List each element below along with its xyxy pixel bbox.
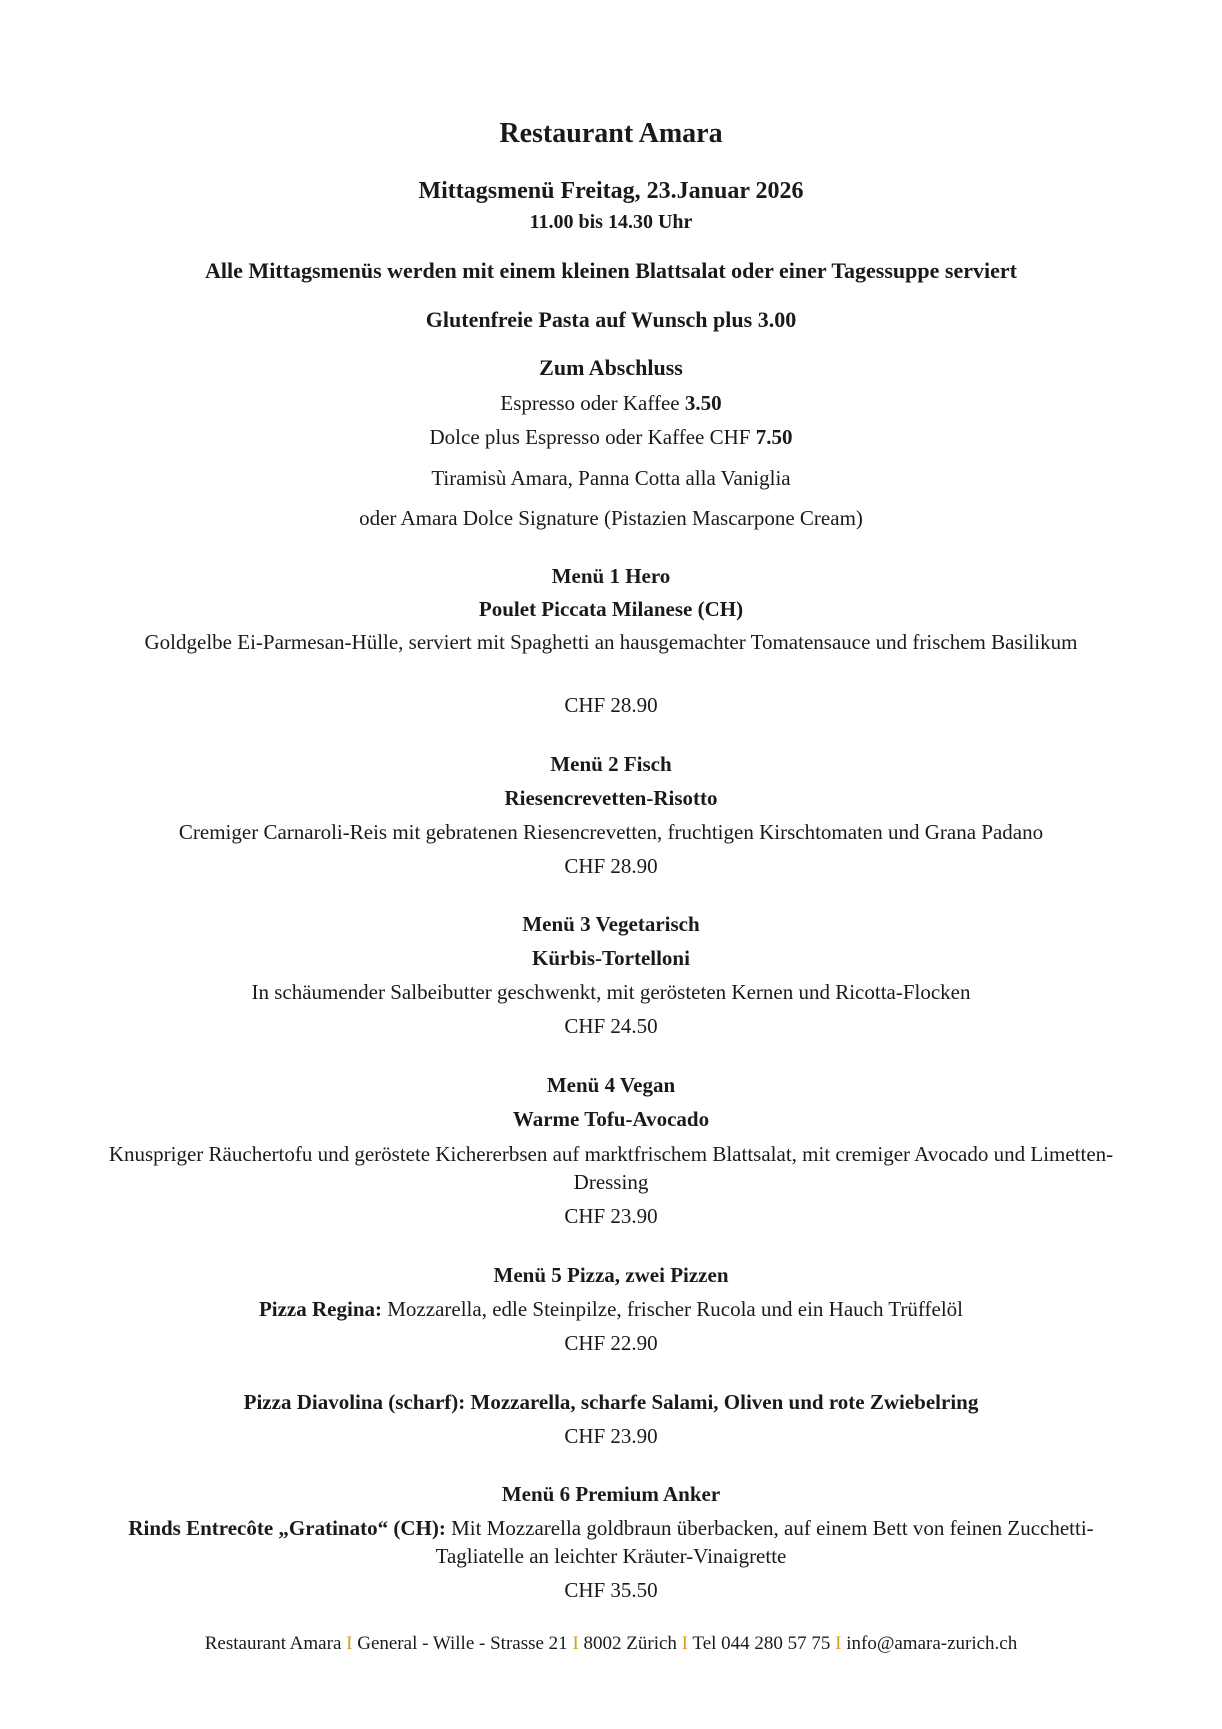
menu-1-description: Goldgelbe Ei-Parmesan-Hülle, serviert mit Spaghetti an hausgemachter Tomatensauce und frischem Basilikum — [144, 630, 1078, 654]
dolce-price: 7.50 — [755, 425, 793, 449]
footer-separator: I — [346, 1633, 353, 1654]
footer-restaurant-name: Restaurant Amara — [204, 1633, 342, 1654]
pizza-diavolina-price: CHF 23.90 — [564, 1424, 658, 1448]
restaurant-title: Restaurant Amara — [499, 118, 723, 149]
menu-3-dish: Kürbis-Tortelloni — [532, 946, 690, 970]
footer-separator: I — [835, 1633, 842, 1654]
menu-6-price: CHF 35.50 — [564, 1578, 658, 1602]
footer-separator: I — [572, 1633, 579, 1654]
espresso-line — [60, 391, 1162, 416]
entrecote-description: Mit Mozzarella goldbraun überbacken, auf einem Bett von feinen Zucchetti-Tagliatelle an leichter Kräuter-Vinaigrette — [435, 1516, 1094, 1568]
desserts-line-2: oder Amara Dolce Signature (Pistazien Mascarpone Cream) — [359, 506, 863, 530]
menu-date-heading: Mittagsmenü Freitag, 23.Januar 2026 — [418, 178, 804, 204]
pizza-diavolina-line: Pizza Diavolina (scharf): Mozzarella, scharfe Salami, Oliven und rote Zwiebelring — [243, 1390, 979, 1414]
menu-4-description: Knuspriger Räuchertofu und geröstete Kichererbsen auf marktfrischem Blattsalat, mit cremiger Avocado und Limetten-Dressing — [108, 1142, 1114, 1194]
menu-5-heading: Menü 5 Pizza, zwei Pizzen — [493, 1263, 729, 1287]
menu-3-description: In schäumender Salbeibutter geschwenkt, mit gerösteten Kernen und Ricotta-Flocken — [251, 980, 971, 1004]
menu-4-heading: Menü 4 Vegan — [546, 1073, 676, 1097]
menu-2-dish: Riesencrevetten-Risotto — [504, 786, 718, 810]
menu-2-description: Cremiger Carnaroli-Reis mit gebratenen Riesencrevetten, fruchtigen Kirschtomaten und Grana Padano — [178, 820, 1044, 844]
menu-6-heading: Menü 6 Premium Anker — [501, 1482, 721, 1506]
dolce-label: Dolce plus Espresso oder Kaffee CHF — [429, 425, 756, 449]
espresso-price: 3.50 — [684, 391, 722, 415]
pizza-regina-name: Pizza Regina: — [258, 1297, 382, 1321]
espresso-label: Espresso oder Kaffee — [500, 391, 685, 415]
menu-3-heading: Menü 3 Vegetarisch — [522, 912, 700, 936]
menu-2-price: CHF 28.90 — [564, 854, 658, 878]
menu-4-price: CHF 23.90 — [564, 1204, 658, 1228]
abschluss-heading: Zum Abschluss — [539, 355, 683, 380]
footer-separator: I — [681, 1633, 688, 1654]
entrecote-name: Rinds Entrecôte „Gratinato“ (CH): — [128, 1516, 446, 1540]
footer-city: 8002 Zürich — [583, 1633, 677, 1654]
menu-3-price: CHF 24.50 — [564, 1014, 658, 1038]
desserts-line-1: Tiramisù Amara, Panna Cotta alla Vaniglia — [431, 466, 791, 490]
menu-6-dish-line — [100, 1514, 1122, 1570]
menu-2-heading: Menü 2 Fisch — [550, 752, 672, 776]
menu-4-dish: Warme Tofu-Avocado — [512, 1107, 710, 1131]
menu-1-dish: Poulet Piccata Milanese (CH) — [478, 597, 744, 621]
footer-phone[interactable]: Tel 044 280 57 75 — [692, 1633, 831, 1654]
dolce-line — [60, 425, 1162, 450]
menu-5-price: CHF 22.90 — [564, 1331, 658, 1355]
glutenfree-note: Glutenfreie Pasta auf Wunsch plus 3.00 — [425, 307, 797, 332]
serving-hours: 11.00 bis 14.30 Uhr — [529, 211, 693, 233]
menu-5-dish-line — [60, 1297, 1162, 1322]
footer-email[interactable]: info@amara-zurich.ch — [846, 1633, 1018, 1654]
footer-contact — [60, 1633, 1162, 1655]
menu-1-price: CHF 28.90 — [564, 693, 658, 717]
salad-note: Alle Mittagsmenüs werden mit einem kleinen Blattsalat oder einer Tagessuppe serviert — [205, 258, 1017, 283]
footer-address: General - Wille - Strasse 21 — [357, 1633, 568, 1654]
pizza-regina-description: Mozzarella, edle Steinpilze, frischer Rucola und ein Hauch Trüffelöl — [382, 1297, 964, 1321]
menu-1-heading: Menü 1 Hero — [551, 564, 671, 588]
